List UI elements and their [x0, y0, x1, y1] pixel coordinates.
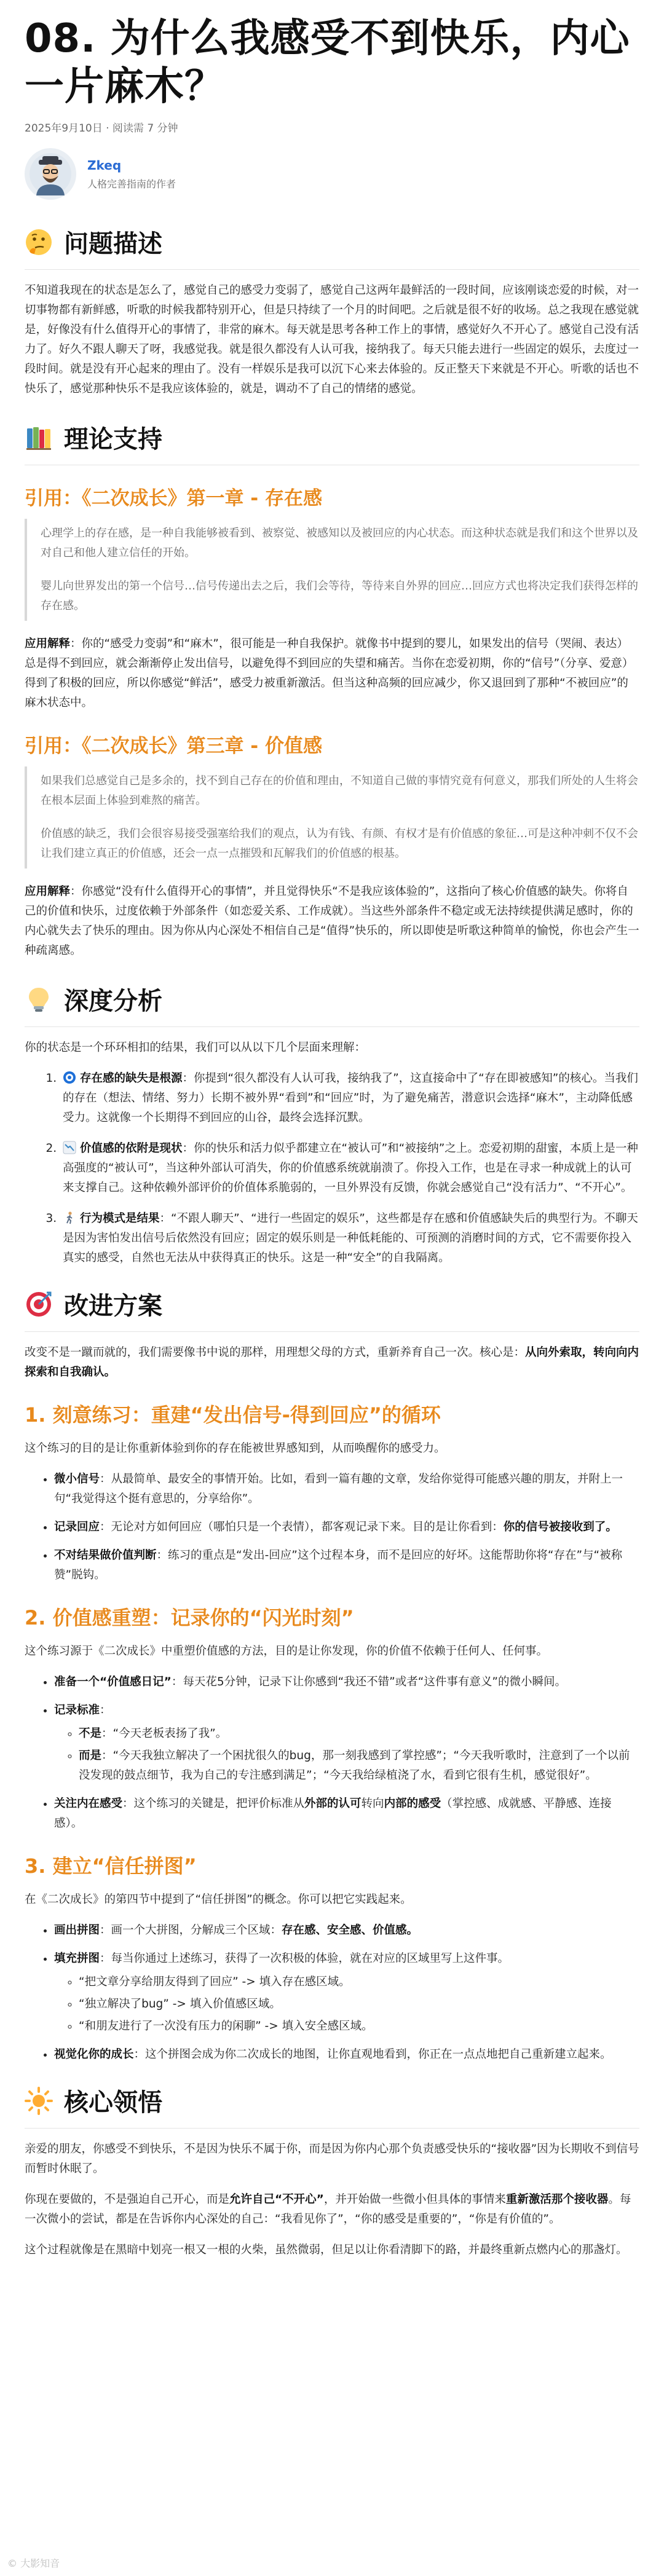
item-label: 行为模式是结果	[80, 1212, 160, 1225]
application-label: 应用解释	[25, 885, 71, 898]
item-text: ：你的快乐和活力似乎都建立在“被认可”和“被接纳”之上。恋爱初期的甜蜜，本质上是一种高强度的“被认可”，当这种外部认可消失，你的价值感系统就崩溃了。你投入工作，也是在寻求一种成就上的认可来支撑自己。这种依赖外部评价的价值体系脆弱的，一旦外界没有反馈，你就会感觉自己“没有活力”、“不开心”。	[63, 1142, 638, 1194]
application-explanation-2	[25, 882, 639, 961]
author-block	[25, 148, 639, 200]
inner-item-label: 而是	[79, 1749, 102, 1762]
application-label: 应用解释	[25, 637, 71, 650]
inner-list	[54, 1972, 639, 2036]
item-text: 转向	[361, 1797, 384, 1810]
avatar[interactable]	[25, 148, 76, 200]
item-text: ：“不跟人聊天”、“进行一些固定的娱乐”，这些都是存在感和价值感缺失后的典型行为。不聊天是因为害怕发出信号后依然没有回应；固定的娱乐则是一种低耗能的、可预测的消磨时间的方式，它不需要你投入真实的感受，自然也无法从中获得真正的快乐。这是一种“安全”的自我隔离。	[63, 1212, 638, 1264]
quote-block-1	[25, 519, 639, 621]
application-text: ：你感觉“没有什么值得开心的事情”，并且觉得快乐“不是我应该体验的”，这指向了核心价值感的缺失。你将自己的价值和快乐，过度依赖于外部条件（如恋爱关系、工作成就）。当这些外部条件不稳定或无法持续提供满足感时，你的内心就失去了快乐的理由。因为你从内心深处不相信自己是“值得”快乐的，所以即使是听歌这种简单的愉悦，你也会产生一种疏离感。	[25, 885, 639, 957]
section-title: 改进方案	[64, 1292, 162, 1320]
item-text: ：无论对方如何回应（哪怕只是一个表情），都客观记录下来。目的是让你看到：	[100, 1521, 504, 1534]
insight-text: 你现在要做的，不是强迫自己开心，而是	[25, 2193, 230, 2206]
problem-text: 不知道我现在的状态是怎么了，感觉自己的感受力变弱了，感觉自己这两年最鲜活的一段时间，应该刚谈恋爱的时候，对一切事物都有新鲜感，听歌的时候我都特别开心，但是只持续了一个月的时间吧。之后就是很不好的收场。总之我现在感觉就是，好像没有什么值得开心的事情了，非常的麻木。每天就是思考各种工作上的事情，感觉好久不开心了。感觉自己没有活力了。好久不跟人聊天了呀，我感觉我。就是很久都没有人认可我，接纳我了。每天只能去进行一些固定的娱乐，去度过一段时间。就是没有开心起来的理由了。没有一样娱乐是我可以沉下心来去体验的。反正整天下来就是不开心。听歌的话也不快乐了，感觉那种快乐不是我应该体验的，就是，调动不了自己的情绪的感觉。	[25, 284, 639, 395]
analysis-list	[25, 1069, 639, 1268]
avatar-illustration-icon	[29, 152, 72, 195]
item-text: ：练习的重点是“发出-回应”这个过程本身，而不是回应的好坏。这能帮助你将“存在”与“被称赞”脱钩。	[54, 1549, 623, 1581]
item-label: 不对结果做价值判断	[54, 1549, 157, 1562]
inner-item: ◦ 不是：“今天老板表扬了我”。	[79, 1724, 639, 1744]
date-read-time: 2025年9月10日 · 阅读需 7 分钟	[25, 122, 178, 135]
item-label: 价值感的依附是现状	[80, 1142, 183, 1155]
quote-paragraph: 心理学上的存在感，是一种自我能够被看到、被察觉、被感知以及被回应的内心状态。而这种状态就是我们和这个世界以及对自己和他人建立信任的开始。	[41, 527, 638, 559]
quote-title-1: 引用：《二次成长》第一章 - 存在感	[25, 487, 322, 510]
section-title: 问题描述	[64, 230, 162, 258]
section-heading-theory	[25, 420, 639, 465]
application-explanation-1	[25, 634, 639, 713]
insight-emphasis: 重新激活那个接收器	[505, 2193, 609, 2206]
list-item	[54, 1921, 639, 1940]
person-walking-icon	[63, 1211, 76, 1224]
item-emphasis: 外部的认可	[304, 1797, 362, 1810]
item-emphasis: 你的信号被接收到了。	[503, 1521, 617, 1534]
value-list	[25, 1672, 639, 1834]
plan-subtitle-3: 3. 建立“信任拼图”	[25, 1854, 197, 1878]
list-item: • 记录标准： ◦ 不是：“今天老板表扬了我”。 ◦ 而是：“今天我独立解决了一个困扰很久的bug，那一刻我感到了掌控感”；“今天我听歌时，注意到了一个以前没发现的鼓点细节，我为自己的专注感到满足”；“今天我给绿植浇了水，看到它很有生机，感觉很好”。	[54, 1701, 639, 1786]
quote-paragraph: 如果我们总感觉自己是多余的，找不到自己存在的价值和理由，不知道自己做的事情究竟有何意义，那我们所处的人生将会在根本层面上体验到难熬的痛苦。	[41, 774, 638, 807]
item-label: 记录回应	[54, 1521, 100, 1534]
insight-text: ，并开始做一些微小但具体的事情来	[323, 2193, 506, 2206]
puzzle-list	[25, 1921, 639, 2065]
inner-item: ◦ “把文章分享给朋友得到了回应” -> 填入存在感区域。	[79, 1972, 639, 1992]
item-label: 准备一个“价值感日记”	[54, 1676, 172, 1688]
page-title: 08. 为什么我感受不到快乐，内心一片麻木？	[25, 16, 630, 109]
item-text: ：从最简单、最安全的事情开始。比如，看到一篇有趣的文章，发给你觉得可能感兴趣的朋友，并附上一句“我觉得这个挺有意思的，分享给你”。	[54, 1473, 623, 1505]
insight-paragraph-1: 亲爱的朋友，你感受不到快乐，不是因为快乐不属于你，而是因为你内心那个负责感受快乐的“接收器”因为长期收不到信号而暂时休眠了。	[25, 2143, 639, 2175]
list-item	[54, 1470, 639, 1509]
insight-paragraph-3: 这个过程就像是在黑暗中划亮一根又一根的火柴，虽然微弱，但足以让你看清脚下的路，并最终重新点燃内心的那盏灯。	[25, 2243, 628, 2256]
item-label: 记录标准	[54, 1704, 100, 1717]
section-title: 深度分析	[64, 987, 162, 1015]
item-text: （掌控感、成就感、平静感、连接感）。	[54, 1797, 612, 1830]
books-icon	[25, 423, 53, 452]
plan-subtitle-2-intro: 这个练习源于《二次成长》中重塑价值感的方法，目的是让你发现，你的价值不依赖于任何人、任何事。	[25, 1645, 548, 1658]
list-item	[60, 1069, 639, 1128]
inner-item: ◦ “独立解决了bug” -> 填入价值感区域。	[79, 1995, 639, 2014]
application-text: ：你的“感受力变弱”和“麻木”，很可能是一种自我保护。就像书中提到的婴儿，如果发出的信号（哭闹、表达）总是得不到回应，就会渐渐停止发出信号，以避免得不到回应的失望和痛苦。当你在恋爱初期，你的“信号”（分享、爱意）得到了积极的回应，所以你感觉“鲜活”，感受力被重新激活。但当这种高频的回应减少，你又退回到了那种“不被回应”的麻木状态中。	[25, 637, 634, 709]
item-text: ：每天花5分钟，记录下让你感到“我还不错”或者“这件事有意义”的微小瞬间。	[171, 1676, 566, 1688]
analysis-intro: 你的状态是一个环环相扣的结果，我们可以从以下几个层面来理解：	[25, 1041, 366, 1054]
list-item	[54, 1546, 639, 1585]
author-name[interactable]: Zkeq	[87, 157, 122, 173]
section-title: 理论支持	[64, 425, 162, 454]
plan-subtitle-2: 2. 价值感重塑：记录你的“闪光时刻”	[25, 1606, 354, 1629]
plan-subtitle-1-intro: 这个练习的目的是让你重新体验到你的存在能被世界感知到，从而唤醒你的感受力。	[25, 1442, 446, 1455]
item-label: 微小信号	[54, 1473, 100, 1486]
item-label: 视觉化你的成长	[54, 2048, 134, 2061]
chart-decreasing-icon	[63, 1141, 76, 1154]
list-item	[60, 1139, 639, 1198]
list-item	[54, 2045, 639, 2065]
list-item	[54, 1949, 639, 2036]
list-item	[54, 1794, 639, 1834]
inner-item-text: “今天我独立解决了一个困扰很久的bug，那一刻我感到了掌控感”；“今天我听歌时，注意到了一个以前没发现的鼓点细节，我为自己的专注感到满足”；“今天我给绿植浇了水，看到它很有生机，感觉很好”。	[79, 1749, 630, 1782]
quote-paragraph: 婴儿向世界发出的第一个信号…信号传递出去之后，我们会等待，等待来自外界的回应…回应方式也将决定我们获得怎样的存在感。	[41, 580, 638, 612]
section-heading-plan	[25, 1286, 639, 1332]
section-heading-analysis	[25, 982, 639, 1027]
item-emphasis: 内部的感受	[384, 1797, 441, 1810]
insight-text: 。每一次微小的尝试，都是在告诉你内心深处的自己：“我看见你了”，“你的感受是重要的”，“你是有价值的”。	[25, 2193, 631, 2226]
item-text: ：你提到“很久都没有人认可我，接纳我了”，这直接命中了“存在即被感知”的核心。当我们的存在（想法、情绪、努力）长期不被外界“看到”和“回应”时，为了避免痛苦，潜意识会选择“麻木”，主动降低感受力。这就像一个长期得不到回应的山谷，最终会选择沉默。	[63, 1072, 638, 1124]
plan-intro-emphasis: 从向外索取，转向向内探索和自我确认。	[25, 1346, 639, 1379]
section-heading-problem	[25, 224, 639, 270]
watermark: © 大影知音	[7, 2558, 60, 2569]
inner-item-label: 不是	[79, 1727, 102, 1740]
section-title: 核心领悟	[64, 2089, 162, 2117]
inner-item-text: “今天老板表扬了我”。	[113, 1727, 227, 1740]
item-text: ：画一个大拼图，分解成三个区域：	[100, 1924, 282, 1937]
plan-subtitle-1: 1. 刻意练习：重建“发出信号-得到回应”的循环	[25, 1403, 441, 1427]
insight-emphasis: 允许自己“不开心”	[229, 2193, 324, 2206]
plan-subtitle-3-intro: 在《二次成长》的第四节中提到了“信任拼图”的概念。你可以把它实践起来。	[25, 1893, 412, 1906]
list-item	[54, 1672, 639, 1692]
author-description: 人格完善指南的作者	[87, 178, 176, 190]
insight-paragraph-2	[25, 2190, 639, 2229]
inner-item: ◦ “和朋友进行了一次没有压力的闲聊” -> 填入安全感区域。	[79, 2017, 639, 2036]
sun-icon	[25, 2087, 53, 2115]
target-small-icon	[63, 1071, 76, 1084]
plan-intro	[25, 1343, 639, 1382]
list-item	[60, 1209, 639, 1268]
plan-intro-text: 改变不是一蹴而就的，我们需要像书中说的那样，用理想父母的方式，重新养育自己一次。核心是：	[25, 1346, 526, 1359]
item-text: ：这个练习的关键是，把评价标准从	[122, 1797, 305, 1810]
item-text: ：这个拼图会成为你二次成长的地图，让你直观地看到，你正在一点点地把自己重新建立起来。	[133, 2048, 612, 2061]
lightbulb-icon	[25, 985, 53, 1014]
target-icon	[25, 1290, 53, 1318]
practice-list	[25, 1470, 639, 1585]
thinking-face-icon	[25, 228, 53, 256]
item-label: 关注内在感受	[54, 1797, 123, 1810]
item-label: 画出拼图	[54, 1924, 100, 1937]
inner-item: ◦ 而是：“今天我独立解决了一个困扰很久的bug，那一刻我感到了掌控感”；“今天我听歌时，注意到了一个以前没发现的鼓点细节，我为自己的专注感到满足”；“今天我给绿植浇了水，看到它很有生机，感觉很好”。	[79, 1746, 639, 1786]
quote-block-2	[25, 766, 639, 869]
item-emphasis: 存在感、安全感、价值感。	[282, 1924, 419, 1937]
item-label: 填充拼图	[54, 1952, 100, 1965]
item-label: 存在感的缺失是根源	[80, 1072, 183, 1085]
inner-list	[54, 1724, 639, 1786]
quote-paragraph: 价值感的缺乏，我们会很容易接受强塞给我们的观点，认为有钱、有颜、有权才是有价值感的象征…可是这种冲刺不仅不会让我们建立真正的价值感，还会一点一点摧毁和瓦解我们的价值感的根基。	[41, 827, 638, 860]
item-text: ：每当你通过上述练习，获得了一次积极的体验，就在对应的区域里写上这件事。	[100, 1952, 510, 1965]
section-heading-insight	[25, 2083, 639, 2129]
list-item	[54, 1518, 639, 1537]
quote-title-2: 引用：《二次成长》第三章 - 价值感	[25, 735, 322, 757]
